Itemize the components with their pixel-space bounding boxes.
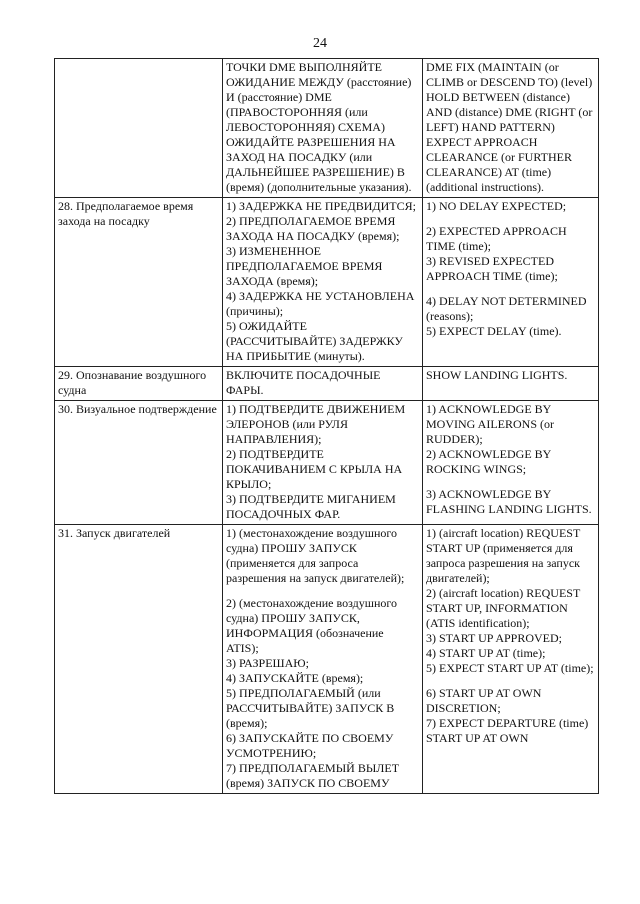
russian-phrase-line: 3) РАЗРЕШАЮ;: [226, 656, 309, 670]
english-phrase-cell: [423, 59, 599, 198]
english-phrase-line: 6) START UP AT OWN DISCRETION;: [426, 686, 542, 715]
english-phrase-line: [426, 284, 595, 294]
topic-cell: [55, 367, 223, 401]
russian-phrase-line: 2) ПРЕДПОЛАГАЕМОЕ ВРЕМЯ ЗАХОДА НА ПОСАДКУ (время);: [226, 214, 400, 243]
russian-phrase-line: 6) ЗАПУСКАЙТЕ ПО СВОЕМУ УСМОТРЕНИЮ;: [226, 731, 394, 760]
topic-label: 28. Предполагаемое время захода на посадку: [58, 199, 194, 228]
russian-phrase-line: 3) ИЗМЕНЕННОЕ ПРЕДПОЛАГАЕМОЕ ВРЕМЯ ЗАХОДА (время);: [226, 244, 383, 288]
page-number: 24: [313, 36, 327, 51]
russian-phrase-line: ТОЧКИ DME ВЫПОЛНЯЙТЕ ОЖИДАНИЕ МЕЖДУ (расстояние) И (расстояние) DME (ПРАВОСТОРОННЯЯ (или ЛЕВОСТОРОННЯЯ) СХЕМА) ОЖИДАЙТЕ РАЗРЕШЕНИЯ НА ЗАХОД НА ПОСАДКУ (или ДАЛЬНЕЙШЕЕ РАЗРЕШЕНИЕ) В (время) (дополнительные указания).: [226, 60, 412, 194]
russian-phrase-line: 2) ПОДТВЕРДИТЕ ПОКАЧИВАНИЕМ С КРЫЛА НА КРЫЛО;: [226, 447, 403, 491]
english-phrase-line: 2) (aircraft location) REQUEST START UP, INFORMATION (ATIS identification);: [426, 586, 581, 630]
russian-phrase-line: 1) (местонахождение воздушного судна) ПРОШУ ЗАПУСК (применяется для запроса разрешения на запуск двигателей);: [226, 526, 405, 585]
russian-phrase-line: 1) ЗАДЕРЖКА НЕ ПРЕДВИДИТСЯ;: [226, 199, 416, 213]
english-phrase-line: 1) NO DELAY EXPECTED;: [426, 199, 567, 213]
russian-phrase-line: 4) ЗАПУСКАЙТЕ (время);: [226, 671, 364, 685]
russian-phrase-line: 5) ПРЕДПОЛАГАЕМЫЙ (или РАССЧИТЫВАЙТЕ) ЗАПУСК В (время);: [226, 686, 395, 730]
table-body: [55, 59, 599, 794]
english-phrase-line: [426, 214, 595, 224]
russian-phrase-line: 2) (местонахождение воздушного судна) ПРОШУ ЗАПУСК, ИНФОРМАЦИЯ (обозначение ATIS);: [226, 596, 398, 655]
russian-phrase-line: 5) ОЖИДАЙТЕ (РАССЧИТЫВАЙТЕ) ЗАДЕРЖКУ НА ПРИБЫТИЕ (минуты).: [226, 319, 403, 363]
table-row: [55, 59, 599, 198]
topic-cell: [55, 59, 223, 198]
russian-phrase-cell: [223, 525, 423, 794]
topic-cell: [55, 198, 223, 367]
english-phrase-line: DME FIX (MAINTAIN (or CLIMB or DESCEND TO) (level) HOLD BETWEEN (distance) AND (distance) DME (RIGHT (or LEFT) HAND PATTERN) EXPECT APPROACH CLEARANCE (or FURTHER CLEARANCE) AT (time) (additional instructions).: [426, 60, 593, 194]
russian-phrase-line: 1) ПОДТВЕРДИТЕ ДВИЖЕНИЕМ ЭЛЕРОНОВ (или РУЛЯ НАПРАВЛЕНИЯ);: [226, 402, 406, 446]
english-phrase-line: [426, 477, 595, 487]
topic-cell: [55, 401, 223, 525]
russian-phrase-line: 7) ПРЕДПОЛАГАЕМЫЙ ВЫЛЕТ (время) ЗАПУСК ПО СВОЕМУ: [226, 761, 400, 790]
english-phrase-line: 1) ACKNOWLEDGE BY MOVING AILERONS (or RUDDER);: [426, 402, 554, 446]
phraseology-table: [54, 58, 599, 794]
table-row: [55, 525, 599, 794]
topic-label: 31. Запуск двигателей: [58, 526, 171, 540]
english-phrase-line: SHOW LANDING LIGHTS.: [426, 368, 568, 382]
english-phrase-line: 4) DELAY NOT DETERMINED (reasons);: [426, 294, 587, 323]
english-phrase-cell: [423, 525, 599, 794]
russian-phrase-cell: [223, 198, 423, 367]
english-phrase-line: 3) REVISED EXPECTED APPROACH TIME (time);: [426, 254, 558, 283]
english-phrase-cell: [423, 367, 599, 401]
english-phrase-line: [426, 676, 595, 686]
english-phrase-line: 2) ACKNOWLEDGE BY ROCKING WINGS;: [426, 447, 551, 476]
english-phrase-line: 5) EXPECT DELAY (time).: [426, 324, 562, 338]
russian-phrase-cell: [223, 367, 423, 401]
russian-phrase-line: ВКЛЮЧИТЕ ПОСАДОЧНЫЕ ФАРЫ.: [226, 368, 381, 397]
russian-phrase-line: [226, 586, 419, 596]
english-phrase-cell: [423, 198, 599, 367]
english-phrase-line: 4) START UP AT (time);: [426, 646, 546, 660]
english-phrase-line: 3) ACKNOWLEDGE BY FLASHING LANDING LIGHTS.: [426, 487, 592, 516]
english-phrase-line: 1) (aircraft location) REQUEST START UP (применяется для запроса разрешения на запуск двигателей);: [426, 526, 581, 585]
table-row: [55, 198, 599, 367]
topic-label: 29. Опознавание воздушного судна: [58, 368, 207, 397]
english-phrase-cell: [423, 401, 599, 525]
english-phrase-line: 7) EXPECT DEPARTURE (time) START UP AT OWN: [426, 716, 589, 745]
russian-phrase-line: 4) ЗАДЕРЖКА НЕ УСТАНОВЛЕНА (причины);: [226, 289, 415, 318]
topic-label: 30. Визуальное подтверждение: [58, 402, 217, 416]
russian-phrase-line: 3) ПОДТВЕРДИТЕ МИГАНИЕМ ПОСАДОЧНЫХ ФАР.: [226, 492, 396, 521]
english-phrase-line: 2) EXPECTED APPROACH TIME (time);: [426, 224, 567, 253]
topic-cell: [55, 525, 223, 794]
english-phrase-line: 5) EXPECT START UP AT (time);: [426, 661, 594, 675]
russian-phrase-cell: [223, 59, 423, 198]
russian-phrase-cell: [223, 401, 423, 525]
table-row: [55, 367, 599, 401]
english-phrase-line: 3) START UP APPROVED;: [426, 631, 563, 645]
table-row: [55, 401, 599, 525]
